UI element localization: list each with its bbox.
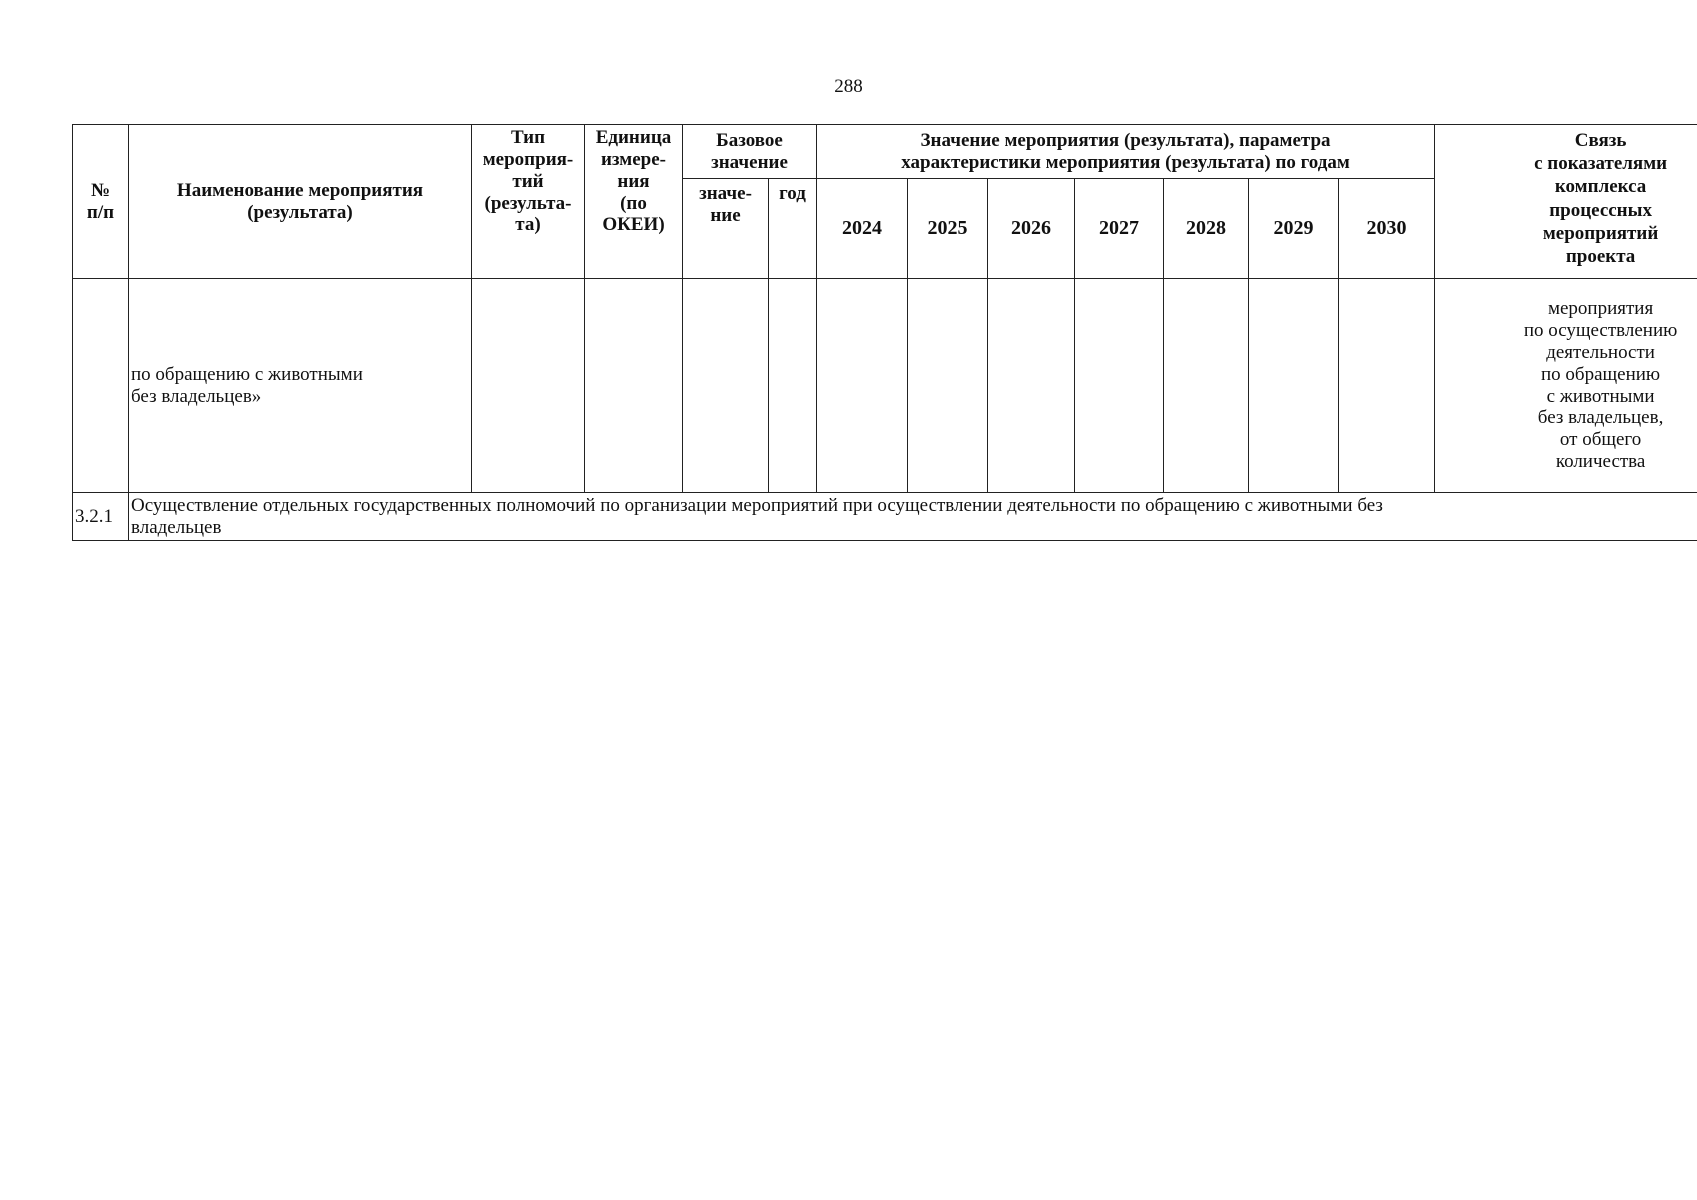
row-value-2027-cell <box>1075 279 1164 493</box>
header-name <box>129 125 472 279</box>
header-link-line: проекта <box>1565 245 1636 267</box>
header-link-line: комплекса <box>1554 176 1647 198</box>
row-link-line: по осуществлению <box>1523 319 1678 341</box>
header-base-value-line: значе- <box>699 183 752 204</box>
row-value-2028-cell <box>1164 279 1249 493</box>
header-type <box>472 125 585 279</box>
table-row <box>73 493 1697 541</box>
header-type-line: мероприя- <box>482 148 574 170</box>
header-type-line: та) <box>515 214 541 236</box>
header-number-line: № <box>90 179 111 201</box>
row-section-line: владельцев <box>131 516 222 538</box>
header-unit <box>585 125 683 279</box>
row-number-cell: 3.2.1 <box>73 493 129 541</box>
header-unit-line: измере- <box>600 148 666 170</box>
header-unit-line: ОКЕИ) <box>602 214 665 236</box>
header-year-2024: 2024 <box>817 179 908 279</box>
row-link-line: без владельцев, <box>1537 407 1664 429</box>
header-year-2025: 2025 <box>908 179 988 279</box>
row-link-line: мероприятия <box>1547 298 1654 320</box>
header-unit-line: (по <box>620 192 647 214</box>
header-base-line: Базовое <box>716 129 783 151</box>
header-number-line: п/п <box>86 201 115 223</box>
header-year-2028: 2028 <box>1164 179 1249 279</box>
row-section-line: Осуществление отдельных государственных полномочий по организации мероприятий при осуществлении деятельности по обращению с животными без <box>131 494 1383 516</box>
header-type-line: Тип <box>510 127 546 148</box>
page-number: 288 <box>834 76 863 97</box>
row-section-cell <box>129 493 1697 541</box>
header-link-line: процессных <box>1549 199 1652 221</box>
header-base-value <box>683 179 769 279</box>
header-year-2027: 2027 <box>1075 179 1164 279</box>
row-link-line: с животными <box>1546 385 1655 407</box>
header-year-2029: 2029 <box>1249 179 1339 279</box>
header-values-line: Значение мероприятия (результата), параметра <box>920 129 1331 151</box>
header-name-line: Наименование мероприятия <box>176 179 424 201</box>
row-value-2025-cell <box>908 279 988 493</box>
row-name-line: по обращению с животными <box>131 363 363 385</box>
row-base-year-cell <box>769 279 817 493</box>
header-base <box>683 125 817 179</box>
row-name-cell <box>129 279 472 493</box>
row-type-cell <box>472 279 585 493</box>
header-base-value-line: ние <box>710 204 741 226</box>
table-row <box>73 279 1697 493</box>
header-base-year: год <box>769 179 817 279</box>
row-unit-cell <box>585 279 683 493</box>
header-link <box>1435 125 1697 279</box>
row-base-value-cell <box>683 279 769 493</box>
row-value-2024-cell <box>817 279 908 493</box>
row-link-line: количества <box>1555 451 1646 473</box>
header-link-line: Связь <box>1574 130 1627 151</box>
header-number <box>73 125 129 279</box>
header-base-line: значение <box>711 151 788 173</box>
measures-table <box>72 124 1697 541</box>
row-value-2026-cell <box>988 279 1075 493</box>
header-unit-line: Единица <box>595 127 672 148</box>
header-unit-line: ния <box>617 170 650 192</box>
row-link-line: от общего <box>1559 429 1642 451</box>
header-year-2026: 2026 <box>988 179 1075 279</box>
header-year-2030: 2030 <box>1339 179 1435 279</box>
header-values <box>817 125 1435 179</box>
row-link-line: деятельности <box>1546 341 1655 363</box>
row-value-2030-cell <box>1339 279 1435 493</box>
row-value-2029-cell <box>1249 279 1339 493</box>
header-link-line: с показателями <box>1534 153 1668 175</box>
header-type-line: тий <box>512 170 544 192</box>
row-link-line: по обращению <box>1541 363 1661 385</box>
header-type-line: (результа- <box>484 192 572 214</box>
row-link-cell <box>1435 279 1697 493</box>
header-values-line: характеристики мероприятия (результата) по годам <box>901 151 1350 173</box>
row-name-line: без владельцев» <box>131 385 262 407</box>
header-link-line: мероприятий <box>1542 222 1659 244</box>
header-name-line: (результата) <box>247 201 353 223</box>
row-number-cell <box>73 279 129 493</box>
